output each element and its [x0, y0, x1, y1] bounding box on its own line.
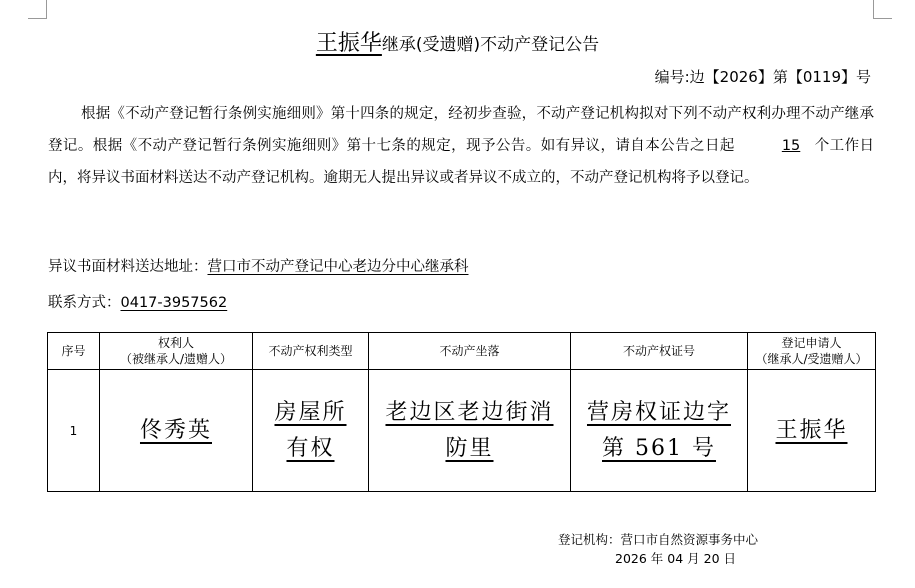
property-table	[47, 332, 876, 492]
title-rest: 继承(受遗赠)不动产登记公告	[381, 35, 600, 55]
registration-agency: 登记机构：营口市自然资源事务中心	[558, 532, 759, 547]
row-location: 老边区老边街消 防里	[369, 370, 571, 492]
address-value: 营口市不动产登记中心老边分中心继承科	[207, 259, 469, 275]
address-label: 异议书面材料送达地址：	[48, 259, 208, 275]
notice-title	[0, 26, 915, 57]
days-value: 15	[781, 138, 801, 154]
row-right-type: 房屋所 有权	[253, 370, 369, 492]
crop-mark-top-right	[873, 0, 892, 19]
table-row	[48, 370, 876, 492]
body-text-a: 根据《不动产登记暂行条例实施细则》第十四条的规定，经初步查验，不动产登记机构拟对下列不动产权利办理不动产继承登记。根据《不动产登记暂行条例实施细则》第十七条的规定，现予公告。如有异议，请自本公告之日起	[48, 106, 874, 154]
row-index: 1	[48, 370, 100, 492]
address-line	[48, 255, 469, 276]
contact-value: 0417-3957562	[120, 295, 228, 311]
notice-body	[48, 98, 874, 194]
contact-label: 联系方式：	[48, 295, 121, 311]
header-applicant: 登记申请人 （继承人/受遗赠人）	[748, 333, 876, 370]
row-applicant: 王振华	[748, 370, 876, 492]
crop-mark-top-left	[28, 0, 47, 19]
body-text-b: 个工作日内，将异议书面材料送达不动产登记机构。逾期无人提出异议或者异议不成立的，不动产登记机构将予以登记。	[48, 138, 875, 186]
header-location: 不动产坐落	[369, 333, 571, 370]
header-certificate: 不动产权证号	[571, 333, 748, 370]
notice-date: 2026 年 04 月 20 日	[615, 551, 736, 566]
row-owner: 佟秀英	[100, 370, 253, 492]
header-index: 序号	[48, 333, 100, 370]
table-header-row	[48, 333, 876, 370]
contact-line	[48, 291, 227, 312]
header-right-type: 不动产权利类型	[253, 333, 369, 370]
row-certificate: 营房权证边字 第 561 号	[571, 370, 748, 492]
document-number: 编号:边【2026】第【0119】号	[654, 68, 871, 86]
title-name: 王振华	[315, 31, 382, 56]
header-owner: 权利人 （被继承人/遗赠人）	[100, 333, 253, 370]
